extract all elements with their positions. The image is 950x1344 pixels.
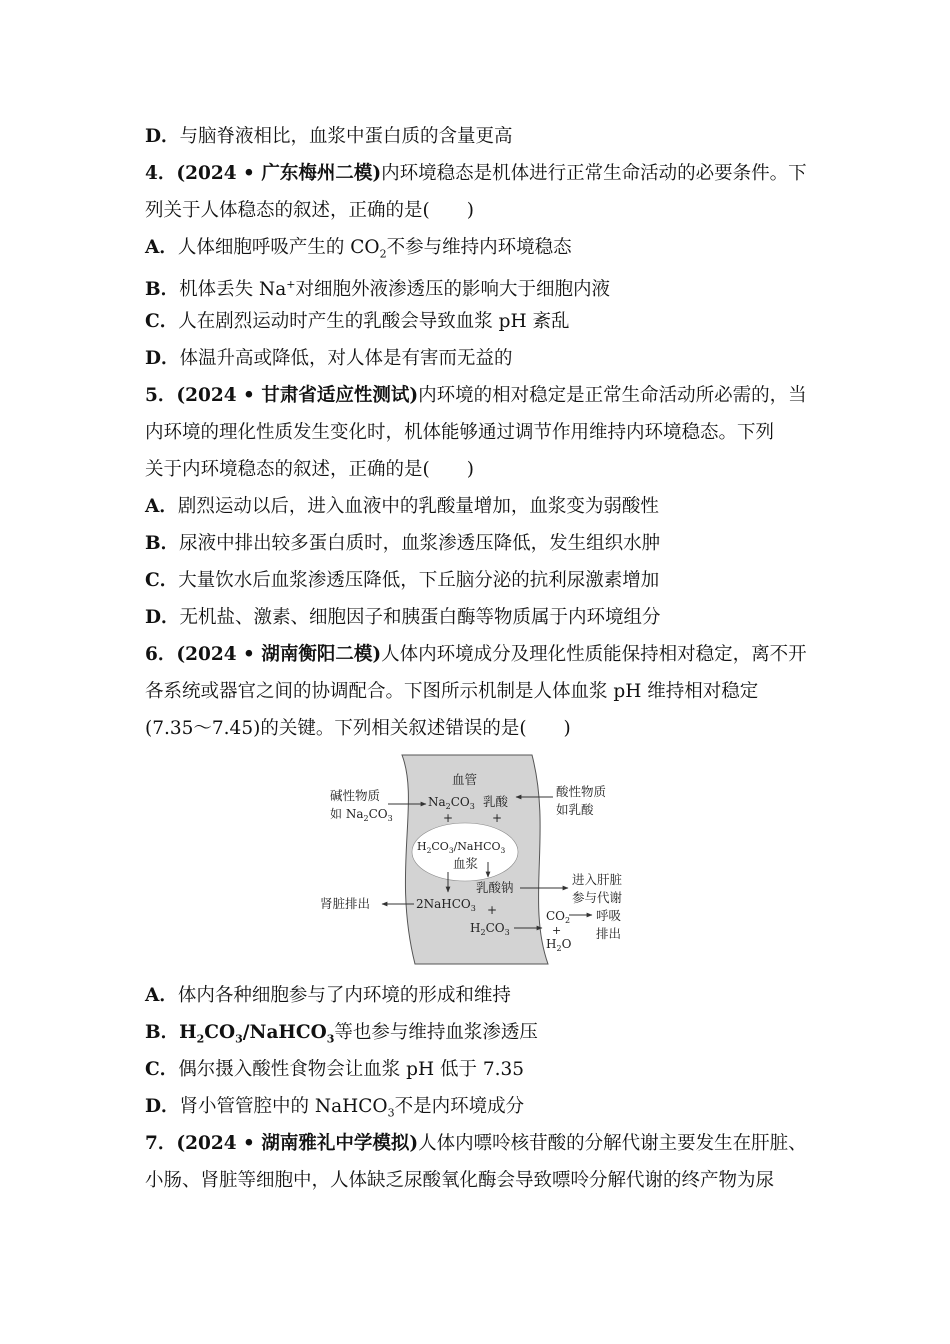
q5-stem-line-2: 内环境的理化性质发生变化时，机体能够通过调节作用维持内环境稳态。下列 (145, 422, 775, 443)
ph-buffer-svg (320, 752, 630, 967)
q5-option-b: B．尿液中排出较多蛋白质时，血浆渗透压降低，发生组织水肿 (145, 533, 661, 554)
q5-option-a: A．剧烈运动以后，进入血液中的乳酸量增加，血浆变为弱酸性 (145, 496, 659, 517)
q5-source: (2024 • 甘肃省适应性测试) (176, 385, 419, 406)
plus-1: + (443, 811, 454, 825)
ph-buffer-diagram (320, 752, 630, 967)
plasma-label: 血浆 (453, 856, 479, 871)
plus-3: + (487, 903, 498, 917)
q7-source: (2024 • 湖南雅礼中学模拟) (176, 1133, 419, 1154)
q6-option-a: A．体内各种细胞参与了内环境的形成和维持 (145, 985, 511, 1006)
buffer-formula: $H_2CO_3/NaHCO_3$ (179, 1022, 335, 1046)
q5-stem-line-1: 5．(2024 • 甘肃省适应性测试)内环境的相对稳定是正常生命活动所必需的，当 (145, 385, 807, 406)
co2-label: $CO_2$ (546, 909, 571, 925)
q7-stem-line-2: 小肠、肾脏等细胞中，人体缺乏尿酸氧化酶会导致嘌呤分解代谢的终产物为尿 (145, 1170, 775, 1191)
liver-label-1: 进入肝脏 (572, 872, 623, 887)
acid-label-2: 如乳酸 (556, 802, 594, 817)
q4-option-d: D．体温升高或降低，对人体是有害而无益的 (145, 348, 513, 369)
kidney-label: 肾脏排出 (320, 896, 371, 911)
liver-label-2: 参与代谢 (572, 890, 623, 905)
q6-source: (2024 • 湖南衡阳二模) (176, 644, 382, 665)
breath-label-1: 呼吸 (596, 908, 622, 923)
q7-stem-line-1: 7．(2024 • 湖南雅礼中学模拟)人体内嘌呤核苷酸的分解代谢主要发生在肝脏、 (145, 1133, 807, 1154)
na2co3-label: $Na_2CO_3$ (428, 795, 475, 811)
breath-label-2: 排出 (596, 926, 622, 941)
q6-option-b: B．$H_2CO_3/NaHCO_3$等也参与维持血浆渗透压 (145, 1022, 538, 1046)
q4-option-b: B．机体丢失 Na+对细胞外液渗透压的影响大于细胞内液 (145, 278, 610, 301)
alkaline-label-1: 碱性物质 (330, 788, 381, 803)
q3-option-d: D．与脑脊液相比，血浆中蛋白质的含量更高 (145, 126, 513, 147)
q6-option-d: D．肾小管管腔中的 NaHCO$_3$不是内环境成分 (145, 1096, 525, 1120)
h2o-label: $H_2O$ (546, 937, 572, 953)
buffer-pair-label: $H_2CO_3/NaHCO_3$ (417, 840, 506, 855)
q6-stem-line-1: 6．(2024 • 湖南衡阳二模)人体内环境成分及理化性质能保持相对稳定，离不开 (145, 644, 807, 665)
nahco3-label: 2NaHCO$_3$ (416, 897, 476, 913)
q4-option-c: C．人在剧烈运动时产生的乳酸会导致血浆 pH 紊乱 (145, 311, 570, 332)
acid-label-1: 酸性物质 (556, 784, 607, 799)
q4-stem-line-2: 列关于人体稳态的叙述，正确的是( ) (145, 200, 474, 221)
plus-2: + (492, 811, 503, 825)
q4-option-a: A．人体细胞呼吸产生的 $CO_2$不参与维持内环境稳态 (145, 237, 572, 261)
q5-option-c: C．大量饮水后血浆渗透压降低，下丘脑分泌的抗利尿激素增加 (145, 570, 660, 591)
plus-4: + (552, 924, 562, 937)
h2co3-label: $H_2CO_3$ (470, 921, 510, 937)
q6-stem-line-2: 各系统或器官之间的协调配合。下图所示机制是人体血浆 pH 维持相对稳定 (145, 681, 759, 702)
alkaline-label-2: 如 $Na_2CO_3$ (330, 807, 393, 823)
q5-stem-line-3: 关于内环境稳态的叙述，正确的是( ) (145, 459, 474, 480)
q6-option-c: C．偶尔摄入酸性食物会让血浆 pH 低于 7.35 (145, 1059, 525, 1080)
q5-option-d: D．无机盐、激素、细胞因子和胰蛋白酶等物质属于内环境组分 (145, 607, 661, 628)
q4-stem-line-1: 4．(2024 • 广东梅州二模)内环境稳态是机体进行正常生命活动的必要条件。下 (145, 163, 807, 184)
q6-stem-line-3: (7.35～7.45)的关键。下列相关叙述错误的是( ) (145, 718, 571, 739)
q4-source: (2024 • 广东梅州二模) (176, 163, 382, 184)
sodium-lactate-label: 乳酸钠 (476, 880, 514, 895)
vessel-label: 血管 (452, 772, 478, 787)
lactic-acid-label: 乳酸 (483, 794, 509, 809)
